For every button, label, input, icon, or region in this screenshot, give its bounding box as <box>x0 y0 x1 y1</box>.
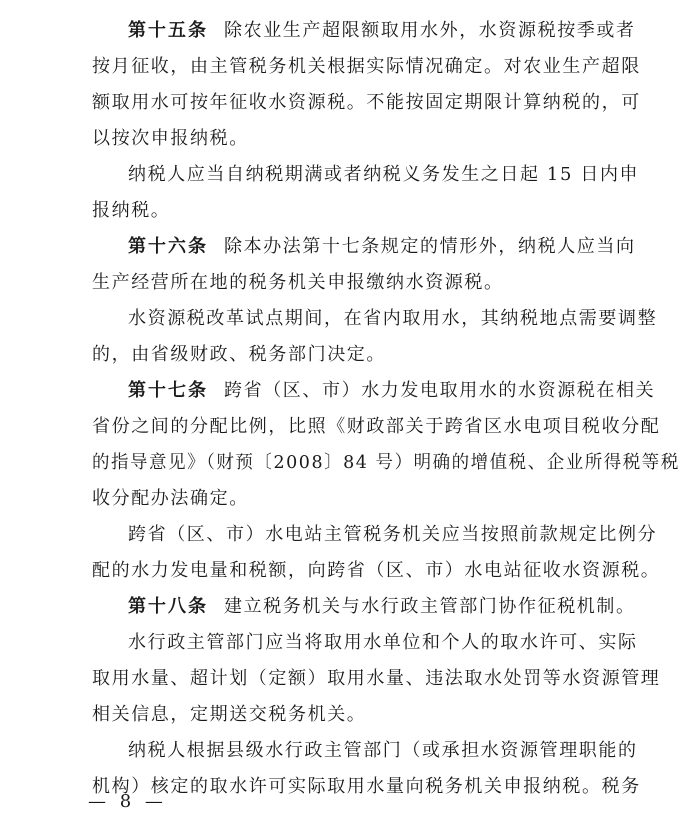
article-line: 生产经营所在地的税务机关申报缴纳水资源税。 <box>92 272 504 293</box>
paragraph-line: 机构）核定的取水许可实际取用水量向税务机关申报纳税。税务 <box>92 776 641 797</box>
article-line: 以按次申报纳税。 <box>92 128 249 149</box>
article-line: 的指导意见》（财预〔2008〕84 号）明确的增值税、企业所得税等税 <box>92 452 680 473</box>
paragraph-line: 配的水力发电量和税额，向跨省（区、市）水电站征收水资源税。 <box>92 560 661 581</box>
article-number: 第十五条 <box>128 20 208 41</box>
article-line: 省份之间的分配比例，比照《财政部关于跨省区水电项目税收分配 <box>92 416 661 437</box>
article-number: 第十七条 <box>128 380 208 401</box>
paragraph-line: 取用水量、超计划（定额）取用水量、违法取水处罚等水资源管理 <box>92 668 661 689</box>
article-line <box>128 595 636 619</box>
article-number: 第十六条 <box>128 236 208 257</box>
paragraph-line: 的，由省级财政、税务部门决定。 <box>92 344 386 365</box>
paragraph-line: 水资源税改革试点期间，在省内取用水，其纳税地点需要调整 <box>128 308 658 329</box>
article-line <box>128 379 655 403</box>
article-text: 跨省（区、市）水力发电取用水的水资源税在相关 <box>224 380 656 401</box>
article-text: 除农业生产超限额取用水外，水资源税按季或者 <box>224 20 636 41</box>
article-text: 除本办法第十七条规定的情形外，纳税人应当向 <box>224 236 636 257</box>
article-line: 额取用水可按年征收水资源税。不能按固定期限计算纳税的，可 <box>92 92 641 113</box>
article-text: 建立税务机关与水行政主管部门协作征税机制。 <box>224 596 636 617</box>
article-line <box>128 19 636 43</box>
paragraph-line: 水行政主管部门应当将取用水单位和个人的取水许可、实际 <box>128 632 638 653</box>
article-number: 第十八条 <box>128 596 208 617</box>
paragraph-line: 跨省（区、市）水电站主管税务机关应当按照前款规定比例分 <box>128 524 658 545</box>
page-number: — 8 — <box>88 791 167 812</box>
article-line: 收分配办法确定。 <box>92 488 249 509</box>
paragraph-line: 纳税人根据县级水行政主管部门（或承担水资源管理职能的 <box>128 740 638 761</box>
paragraph-line: 纳税人应当自纳税期满或者纳税义务发生之日起 15 日内申 <box>128 164 640 185</box>
paragraph-line: 报纳税。 <box>92 200 171 221</box>
article-line: 按月征收，由主管税务机关根据实际情况确定。对农业生产超限 <box>92 56 641 77</box>
paragraph-line: 相关信息，定期送交税务机关。 <box>92 704 367 725</box>
article-line <box>128 235 636 259</box>
